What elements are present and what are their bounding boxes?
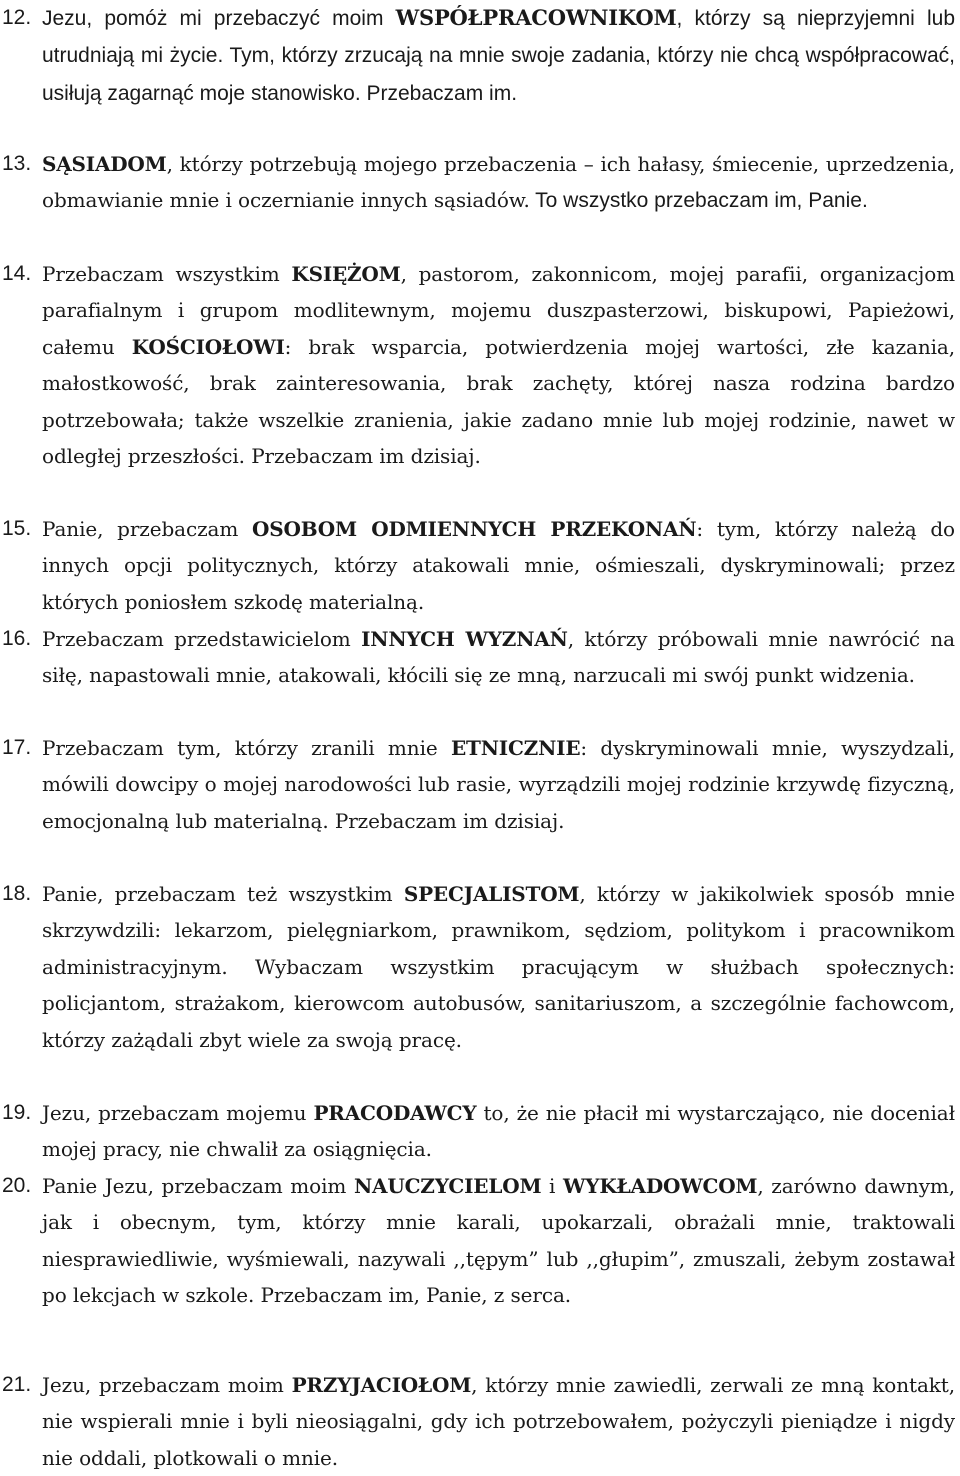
list-item-21 xyxy=(0,1367,955,1476)
list-item-12 xyxy=(0,0,955,112)
item-text xyxy=(42,730,955,839)
list-item-18 xyxy=(0,876,955,1058)
item-keyword: SĄSIADOM xyxy=(42,152,167,176)
item-text-rest: : dyskryminowali mnie, wyszydzali, mówili dowcipy o mojej narodowości lub rasie, wyrządzili mojej rodzinie krzywdę fizyczną, emocjonalną lub materialną. Przebaczam im dzisiaj. xyxy=(42,736,955,833)
item-number: 19. xyxy=(2,1101,32,1124)
item-number: 14. xyxy=(2,262,32,285)
item-text xyxy=(42,146,955,220)
item-text-rest: , zarówno dawnym, jak i obecnym, tym, którzy mnie karali, upokarzali, obrażali mnie, traktowali niesprawiedliwie, wyśmiewali, nazywali ,,tępym” lub ,,głupim”, zmuszali, żebym zostawał po lekcjach w szkole. Przebaczam im, Panie, z serca. xyxy=(42,1174,956,1308)
item-text xyxy=(42,0,955,112)
item-keyword: WSPÓŁPRACOWNIKOM xyxy=(395,5,677,30)
item-number: 12. xyxy=(2,6,32,29)
item-text xyxy=(42,1367,955,1476)
list-item-20 xyxy=(0,1168,955,1314)
item-keyword: SPECJALISTOM xyxy=(403,882,580,906)
item-number: 20. xyxy=(2,1174,32,1197)
list-item-19 xyxy=(0,1095,955,1168)
item-text-intro: Przebaczam wszystkim xyxy=(42,262,292,286)
list-item-14 xyxy=(0,256,955,474)
item-keyword: NAUCZYCIELOM xyxy=(353,1174,542,1198)
item-text-rest: , którzy potrzebują mojego przebaczenia – ich hałasy, śmiecenie, uprzedzenia, obmawianie mnie i oczernianie innych sąsiadów. xyxy=(42,152,955,213)
item-number: 18. xyxy=(2,882,32,905)
item-keyword: INNYCH WYZNAŃ xyxy=(361,627,568,651)
item-number: 16. xyxy=(2,627,32,650)
item-text xyxy=(42,621,955,694)
item-text-rest: , którzy próbowali mnie nawrócić na siłę, napastowali mnie, atakowali, kłócili się ze mną, narzucali mi swój punkt widzenia. xyxy=(42,627,955,688)
list-item-15 xyxy=(0,511,955,620)
item-text-intro: Przebaczam tym, którzy zranili mnie xyxy=(42,736,451,760)
item-text-middle: i xyxy=(541,1174,564,1198)
item-text-intro: Panie, przebaczam xyxy=(42,517,253,541)
item-text-intro: Panie Jezu, przebaczam moim xyxy=(42,1174,354,1198)
item-keyword-2: WYKŁADOWCOM xyxy=(563,1174,758,1198)
item-keyword: PRZYJACIOŁOM xyxy=(291,1373,472,1397)
item-text-rest: , którzy w jakikolwiek sposób mnie skrzywdzili: lekarzom, pielęgniarkom, prawnikom, sędziom, politykom i pracownikom administracyjnym. Wybaczam wszystkim pracującym w służbach społecznych: policjantom, strażakom, kierowcom autobusów, sanitariuszom, a szczególnie fachowcom, którzy zażądali zbyt wiele za swoją pracę. xyxy=(42,882,955,1052)
item-text-rest: to, że nie płacił mi wystarczająco, nie doceniał mojej pracy, nie chwalił za osiągnięcia. xyxy=(42,1101,956,1162)
item-number: 17. xyxy=(2,736,32,759)
item-keyword: ETNICZNIE xyxy=(451,736,581,760)
item-text-intro: Przebaczam przedstawicielom xyxy=(42,627,362,651)
item-text xyxy=(42,1168,955,1314)
item-keyword-2: KOŚCIOŁOWI xyxy=(131,334,285,359)
item-text-tail: To wszystko przebaczam im, Panie. xyxy=(529,189,868,213)
item-text xyxy=(42,876,955,1058)
list-item-16 xyxy=(0,621,955,694)
item-text-intro: Jezu, pomóż mi przebaczyć moim xyxy=(42,7,396,30)
item-number: 21. xyxy=(2,1373,32,1396)
item-text xyxy=(42,256,955,474)
item-text xyxy=(42,511,955,620)
list-item-13 xyxy=(0,146,955,220)
item-number: 15. xyxy=(2,517,32,540)
item-text xyxy=(42,1095,955,1168)
item-text-intro: Jezu, przebaczam mojemu xyxy=(42,1101,314,1125)
list-item-17 xyxy=(0,730,955,839)
item-keyword: PRACODAWCY xyxy=(313,1101,477,1125)
item-text-intro: Jezu, przebaczam moim xyxy=(42,1373,292,1397)
item-keyword: OSOBOM ODMIENNYCH PRZEKONAŃ xyxy=(252,517,697,541)
item-number: 13. xyxy=(2,152,32,175)
item-text-rest: , którzy są nieprzyjemni lub utrudniają mi życie. Tym, którzy zrzucają na mnie swoje zadania, którzy nie chcą współpracować, usiłują zagarnąć moje stanowisko. Przebaczam im. xyxy=(42,7,955,105)
item-text-rest: , którzy mnie zawiedli, zerwali ze mną kontakt, nie wspierali mnie i byli nieosiągalni, gdy ich potrzebowałem, pożyczyli pieniądze i nigdy nie oddali, plotkowali o mnie. xyxy=(42,1373,955,1470)
item-text-rest: , pastorom, zakonnicom, mojej parafii, organizacjom parafialnym i grupom modlitewnym, mojemu duszpasterzowi, biskupowi, Papieżowi, całemu xyxy=(42,262,955,359)
item-text-rest-2: : brak wsparcia, potwierdzenia mojej wartości, złe kazania, małostkowość, brak zainteresowania, brak zachęty, której nasza rodzina bardzo potrzebowała; także wszelkie zranienia, jakie zadano mnie lub mojej rodzinie, nawet w odległej przeszłości. Przebaczam im dzisiaj. xyxy=(42,334,955,469)
item-keyword: KSIĘŻOM xyxy=(291,262,401,286)
item-text-intro: Panie, przebaczam też wszystkim xyxy=(42,882,404,906)
item-text-rest: : tym, którzy należą do innych opcji politycznych, którzy atakowali mnie, ośmieszali, dyskryminowali; przez których poniosłem szkodę materialną. xyxy=(42,517,955,614)
